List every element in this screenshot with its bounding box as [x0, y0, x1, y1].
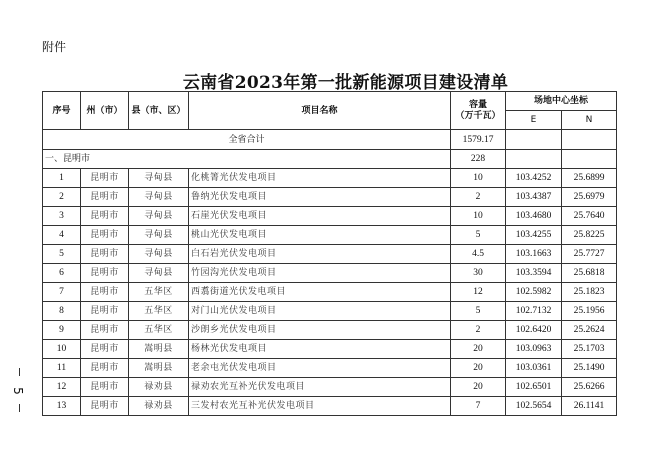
section-row: [43, 150, 617, 169]
row-project: 三发村农光互补光伏发电项目: [189, 397, 451, 416]
row-seq: 9: [43, 321, 81, 340]
row-project: 西翥街道光伏发电项目: [189, 283, 451, 302]
row-n: 25.6818: [562, 264, 617, 283]
row-project: 鲁纳光伏发电项目: [189, 188, 451, 207]
row-prefecture: 昆明市: [81, 245, 129, 264]
row-e: 102.6501: [506, 378, 562, 397]
row-n: 25.6979: [562, 188, 617, 207]
header-county: 县（市、区）: [129, 92, 189, 130]
row-project: 对门山光伏发电项目: [189, 302, 451, 321]
table-row: [43, 264, 617, 283]
header-prefecture: 州（市）: [81, 92, 129, 130]
row-capacity: 5: [451, 302, 506, 321]
row-seq: 3: [43, 207, 81, 226]
row-e: 103.0963: [506, 340, 562, 359]
header-capacity-line1: 容量: [468, 99, 487, 110]
row-seq: 6: [43, 264, 81, 283]
row-county: 寻甸县: [129, 188, 189, 207]
row-e: 102.7132: [506, 302, 562, 321]
row-prefecture: 昆明市: [81, 188, 129, 207]
header-seq: 序号: [43, 92, 81, 130]
row-n: 25.1490: [562, 359, 617, 378]
row-capacity: 10: [451, 207, 506, 226]
row-county: 嵩明县: [129, 340, 189, 359]
row-seq: 13: [43, 397, 81, 416]
header-coord: 场地中心坐标: [506, 92, 617, 111]
row-capacity: 12: [451, 283, 506, 302]
row-seq: 2: [43, 188, 81, 207]
row-seq: 1: [43, 169, 81, 188]
page-number: [10, 368, 32, 418]
row-e: 102.5654: [506, 397, 562, 416]
row-capacity: 20: [451, 378, 506, 397]
row-seq: 4: [43, 226, 81, 245]
row-county: 嵩明县: [129, 359, 189, 378]
row-capacity: 2: [451, 321, 506, 340]
table-row: [43, 359, 617, 378]
page-number-dash-bottom: [19, 404, 20, 412]
row-county: 寻甸县: [129, 264, 189, 283]
row-project: 杨林光伏发电项目: [189, 340, 451, 359]
project-table: [42, 91, 617, 416]
section-n: [562, 150, 617, 169]
row-capacity: 7: [451, 397, 506, 416]
table-row: [43, 226, 617, 245]
table-row: [43, 378, 617, 397]
row-project: 石崖光伏发电项目: [189, 207, 451, 226]
attachment-label: 附件: [42, 40, 67, 54]
row-county: 寻甸县: [129, 207, 189, 226]
row-prefecture: 昆明市: [81, 340, 129, 359]
row-county: 寻甸县: [129, 245, 189, 264]
header-n: N: [562, 111, 617, 130]
row-prefecture: 昆明市: [81, 169, 129, 188]
row-project: 竹园沟光伏发电项目: [189, 264, 451, 283]
row-project: 化桃箐光伏发电项目: [189, 169, 451, 188]
header-e: E: [506, 111, 562, 130]
row-county: 寻甸县: [129, 226, 189, 245]
row-capacity: 5: [451, 226, 506, 245]
row-capacity: 4.5: [451, 245, 506, 264]
table-row: [43, 245, 617, 264]
row-e: 103.0361: [506, 359, 562, 378]
section-label: 一、昆明市: [43, 150, 451, 169]
total-capacity: 1579.17: [451, 130, 506, 150]
page-number-dash-top: [19, 368, 20, 376]
row-project: 白石岩光伏发电项目: [189, 245, 451, 264]
table-row: [43, 283, 617, 302]
document-title: 云南省2023年第一批新能源项目建设清单: [182, 73, 509, 93]
row-prefecture: 昆明市: [81, 378, 129, 397]
row-n: 25.6899: [562, 169, 617, 188]
table-row: [43, 397, 617, 416]
row-county: 禄劝县: [129, 397, 189, 416]
row-n: 25.2624: [562, 321, 617, 340]
row-n: 25.1703: [562, 340, 617, 359]
row-project: 禄劝农光互补光伏发电项目: [189, 378, 451, 397]
table-row: [43, 207, 617, 226]
section-e: [506, 150, 562, 169]
row-capacity: 2: [451, 188, 506, 207]
row-n: 26.1141: [562, 397, 617, 416]
row-seq: 5: [43, 245, 81, 264]
row-prefecture: 昆明市: [81, 321, 129, 340]
header-capacity: [451, 92, 506, 130]
page-number-text: 5: [10, 387, 25, 395]
row-prefecture: 昆明市: [81, 302, 129, 321]
header-project: 项目名称: [189, 92, 451, 130]
total-n: [562, 130, 617, 150]
row-capacity: 20: [451, 359, 506, 378]
row-county: 五华区: [129, 283, 189, 302]
row-seq: 11: [43, 359, 81, 378]
row-project: 桃山光伏发电项目: [189, 226, 451, 245]
row-project: 沙朗乡光伏发电项目: [189, 321, 451, 340]
row-prefecture: 昆明市: [81, 226, 129, 245]
row-n: 25.7640: [562, 207, 617, 226]
row-e: 103.4680: [506, 207, 562, 226]
row-county: 五华区: [129, 302, 189, 321]
row-seq: 10: [43, 340, 81, 359]
row-n: 25.7727: [562, 245, 617, 264]
row-seq: 8: [43, 302, 81, 321]
row-county: 禄劝县: [129, 378, 189, 397]
row-e: 103.1663: [506, 245, 562, 264]
row-capacity: 30: [451, 264, 506, 283]
row-n: 25.8225: [562, 226, 617, 245]
row-e: 103.4387: [506, 188, 562, 207]
row-n: 25.1956: [562, 302, 617, 321]
row-capacity: 10: [451, 169, 506, 188]
row-e: 102.6420: [506, 321, 562, 340]
row-seq: 7: [43, 283, 81, 302]
row-e: 102.5982: [506, 283, 562, 302]
total-label: 全省合计: [43, 130, 451, 150]
row-prefecture: 昆明市: [81, 397, 129, 416]
total-row: [43, 130, 617, 150]
row-capacity: 20: [451, 340, 506, 359]
row-seq: 12: [43, 378, 81, 397]
row-county: 五华区: [129, 321, 189, 340]
row-prefecture: 昆明市: [81, 359, 129, 378]
header-capacity-line2: （万千瓦）: [455, 110, 501, 121]
table-row: [43, 188, 617, 207]
row-n: 25.6266: [562, 378, 617, 397]
table-row: [43, 169, 617, 188]
total-e: [506, 130, 562, 150]
table-row: [43, 302, 617, 321]
row-county: 寻甸县: [129, 169, 189, 188]
row-e: 103.4252: [506, 169, 562, 188]
row-e: 103.4255: [506, 226, 562, 245]
row-e: 103.3594: [506, 264, 562, 283]
row-project: 老余屯光伏发电项目: [189, 359, 451, 378]
section-capacity: 228: [451, 150, 506, 169]
table-row: [43, 321, 617, 340]
table-row: [43, 340, 617, 359]
row-n: 25.1823: [562, 283, 617, 302]
row-prefecture: 昆明市: [81, 264, 129, 283]
row-prefecture: 昆明市: [81, 207, 129, 226]
row-prefecture: 昆明市: [81, 283, 129, 302]
